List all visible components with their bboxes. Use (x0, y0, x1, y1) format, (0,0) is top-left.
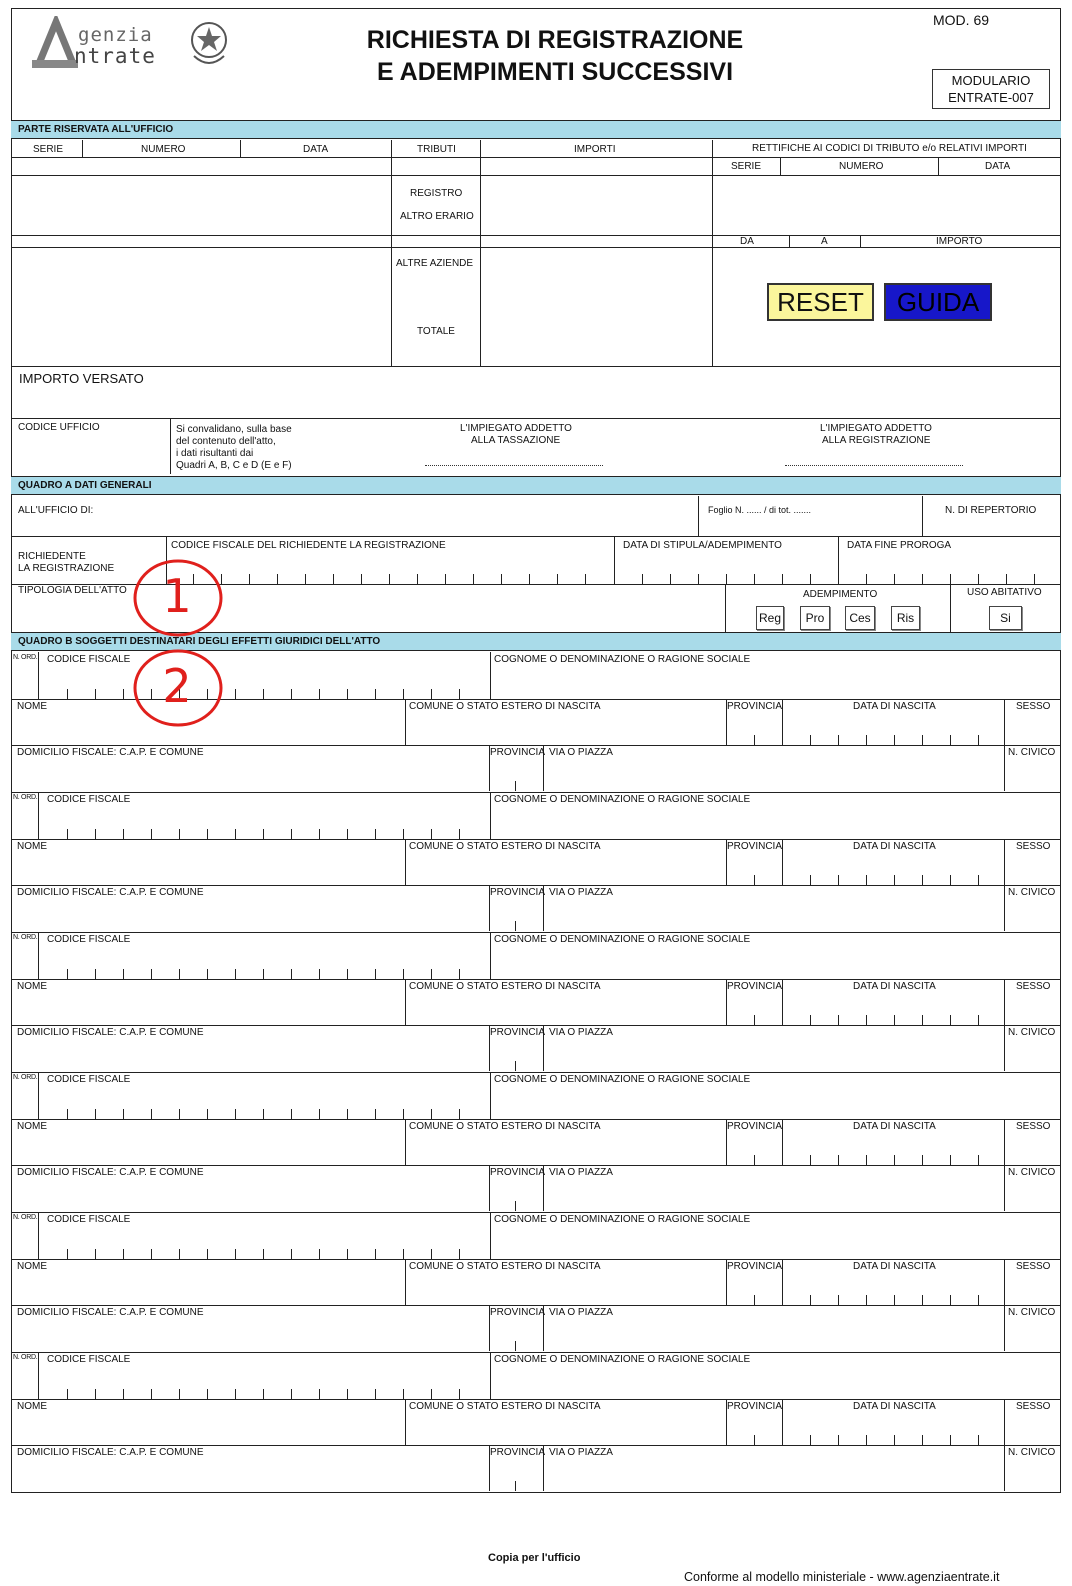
impiegato-registrazione-1: L'IMPIEGATO ADDETTO (820, 423, 932, 434)
label-totale: TOTALE (417, 326, 455, 337)
tick-mark (754, 1435, 755, 1445)
tick-mark (866, 875, 867, 885)
tick-mark (515, 1481, 516, 1491)
band-quadro-b: QUADRO B SOGGETTI DESTINATARI DEGLI EFFETTI GIURIDICI DELL'ATTO (11, 632, 1061, 651)
tick-mark (950, 1015, 951, 1025)
tick-mark (515, 781, 516, 791)
tick-mark (319, 1389, 320, 1399)
tick-mark (459, 1109, 460, 1119)
tick-mark (263, 829, 264, 839)
tick-mark (403, 689, 404, 699)
tick-mark (838, 1015, 839, 1025)
band-quadro-a: QUADRO A DATI GENERALI (11, 476, 1061, 495)
tick-mark (950, 875, 951, 885)
provincia-nascita-ticks[interactable] (726, 1295, 782, 1305)
codice-fiscale-ticks[interactable] (38, 689, 490, 699)
impiegato-tassazione-2: ALLA TASSAZIONE (471, 435, 561, 446)
provincia-domicilio-ticks[interactable] (489, 1061, 543, 1071)
tick-mark (95, 829, 96, 839)
tick-mark (950, 735, 951, 745)
footer-copia: Copia per l'ufficio (488, 1552, 581, 1564)
tick-mark (291, 1389, 292, 1399)
tick-mark (263, 1109, 264, 1119)
tick-mark (235, 689, 236, 699)
tick-mark (67, 689, 68, 699)
label-domicilio: DOMICILIO FISCALE: C.A.P. E COMUNE (17, 887, 204, 898)
tick-mark (207, 969, 208, 979)
label-data-nascita: DATA DI NASCITA (853, 701, 936, 712)
ufficio-serie: SERIE (33, 144, 64, 155)
tick-mark (179, 1389, 180, 1399)
label-cognome: COGNOME O DENOMINAZIONE O RAGIONE SOCIALE (494, 1074, 751, 1085)
tick-mark (67, 829, 68, 839)
tick-mark (95, 1109, 96, 1119)
tick-mark (235, 969, 236, 979)
label-comune-nascita: COMUNE O STATO ESTERO DI NASCITA (409, 701, 601, 712)
label-civico: N. CIVICO (1008, 1307, 1056, 1318)
provincia-domicilio-ticks[interactable] (489, 1201, 543, 1211)
tick-mark (207, 1389, 208, 1399)
annotation-number-2: 2 (162, 659, 192, 713)
label-data-fine-proroga: DATA FINE PROROGA (847, 540, 952, 551)
label-sesso: SESSO (1016, 981, 1051, 992)
tick-mark (207, 1249, 208, 1259)
label-provincia: PROVINCIA (727, 1121, 783, 1132)
label-nome: NOME (17, 1121, 47, 1132)
tick-mark (838, 875, 839, 885)
provincia-nascita-ticks[interactable] (726, 735, 782, 745)
tick-mark (922, 875, 923, 885)
band-ufficio: PARTE RISERVATA ALL'UFFICIO (11, 120, 1061, 139)
page-title-line1: RICHIESTA DI REGISTRAZIONE (366, 26, 744, 54)
tick-mark (319, 829, 320, 839)
tick-mark (978, 1435, 979, 1445)
label-via: VIA O PIAZZA (549, 1167, 613, 1178)
tick-mark (95, 689, 96, 699)
data-nascita-ticks[interactable] (782, 735, 1004, 745)
tick-mark (754, 875, 755, 885)
label-codice-fiscale: CODICE FISCALE (47, 654, 131, 665)
tick-mark (922, 1015, 923, 1025)
label-altro-erario: ALTRO ERARIO (400, 211, 474, 222)
label-provincia-domicilio: PROVINCIA (490, 887, 546, 898)
tick-mark (515, 1201, 516, 1211)
tick-mark (459, 1389, 460, 1399)
provincia-nascita-ticks[interactable] (726, 1435, 782, 1445)
tick-mark (95, 969, 96, 979)
label-sesso: SESSO (1016, 841, 1051, 852)
tick-mark (515, 1341, 516, 1351)
label-da: DA (740, 236, 754, 247)
label-a: A (821, 236, 828, 247)
provincia-nascita-ticks[interactable] (726, 1155, 782, 1165)
label-provincia: PROVINCIA (727, 1261, 783, 1272)
tick-mark (978, 875, 979, 885)
provincia-domicilio-ticks[interactable] (489, 1341, 543, 1351)
tick-mark (922, 1435, 923, 1445)
tick-mark (894, 1435, 895, 1445)
tick-mark (431, 969, 432, 979)
codice-fiscale-ticks[interactable] (38, 1249, 490, 1259)
label-data-nascita: DATA DI NASCITA (853, 1261, 936, 1272)
label-data-stipula: DATA DI STIPULA/ADEMPIMENTO (623, 540, 782, 551)
tick-mark (179, 1249, 180, 1259)
label-nome: NOME (17, 701, 47, 712)
label-civico: N. CIVICO (1008, 747, 1056, 758)
label-via: VIA O PIAZZA (549, 1307, 613, 1318)
codice-fiscale-ticks[interactable] (38, 1389, 490, 1399)
tick-mark (754, 1015, 755, 1025)
label-sesso: SESSO (1016, 1401, 1051, 1412)
footer-conforme: Conforme al modello ministeriale - www.agenziaentrate.it (684, 1570, 1000, 1584)
label-civico: N. CIVICO (1008, 1167, 1056, 1178)
tick-mark (978, 1015, 979, 1025)
label-sesso: SESSO (1016, 701, 1051, 712)
label-comune-nascita: COMUNE O STATO ESTERO DI NASCITA (409, 1261, 601, 1272)
label-n-ord: N. ORD. (13, 794, 38, 801)
data-nascita-ticks[interactable] (782, 1155, 1004, 1165)
rettifiche-serie: SERIE (731, 161, 762, 172)
tick-mark (347, 969, 348, 979)
data-nascita-ticks[interactable] (782, 1015, 1004, 1025)
label-sesso: SESSO (1016, 1121, 1051, 1132)
tick-mark (810, 875, 811, 885)
label-nome: NOME (17, 841, 47, 852)
tick-mark (459, 969, 460, 979)
label-altre-aziende: ALTRE AZIENDE (396, 258, 474, 269)
reset-button[interactable]: RESET (767, 283, 874, 321)
label-nome: NOME (17, 1401, 47, 1412)
tick-mark (810, 735, 811, 745)
tick-mark (866, 1435, 867, 1445)
label-domicilio: DOMICILIO FISCALE: C.A.P. E COMUNE (17, 1447, 204, 1458)
tick-mark (319, 969, 320, 979)
rettifiche-data: DATA (985, 161, 1011, 172)
guida-button[interactable]: GUIDA (884, 283, 992, 321)
label-provincia: PROVINCIA (727, 981, 783, 992)
tick-mark (207, 1109, 208, 1119)
tick-mark (123, 689, 124, 699)
label-registro: REGISTRO (410, 188, 463, 199)
label-domicilio: DOMICILIO FISCALE: C.A.P. E COMUNE (17, 1027, 204, 1038)
tick-mark (291, 829, 292, 839)
tick-mark (403, 829, 404, 839)
tick-mark (431, 1109, 432, 1119)
tick-mark (754, 735, 755, 745)
tick-mark (347, 1389, 348, 1399)
tick-mark (179, 969, 180, 979)
tick-mark (151, 1249, 152, 1259)
label-provincia-domicilio: PROVINCIA (490, 1447, 546, 1458)
label-nome: NOME (17, 1261, 47, 1272)
tick-mark (235, 829, 236, 839)
impiegato-tassazione-1: L'IMPIEGATO ADDETTO (460, 423, 572, 434)
ufficio-rettifiche: RETTIFICHE AI CODICI DI TRIBUTO e/o RELATIVI IMPORTI (752, 143, 1027, 154)
tick-mark (179, 829, 180, 839)
tick-mark (810, 1435, 811, 1445)
tick-mark (810, 1155, 811, 1165)
tick-mark (403, 1389, 404, 1399)
label-n-ord: N. ORD. (13, 1354, 38, 1361)
ufficio-data: DATA (303, 144, 329, 155)
tick-mark (922, 735, 923, 745)
tick-mark (838, 1435, 839, 1445)
tick-mark (515, 1061, 516, 1071)
tick-mark (347, 1109, 348, 1119)
tick-mark (263, 689, 264, 699)
tick-mark (263, 1249, 264, 1259)
tick-mark (151, 1109, 152, 1119)
label-cognome: COGNOME O DENOMINAZIONE O RAGIONE SOCIALE (494, 934, 751, 945)
label-via: VIA O PIAZZA (549, 887, 613, 898)
tick-mark (207, 829, 208, 839)
tick-mark (347, 1249, 348, 1259)
label-civico: N. CIVICO (1008, 1027, 1056, 1038)
tick-mark (123, 1249, 124, 1259)
modulario-line2: ENTRATE-007 (948, 90, 1034, 105)
page-title-line2: E ADEMPIMENTI SUCCESSIVI (376, 58, 734, 86)
tick-mark (151, 1389, 152, 1399)
label-data-nascita: DATA DI NASCITA (853, 1121, 936, 1132)
tick-mark (515, 921, 516, 931)
tick-mark (235, 1249, 236, 1259)
convalida-3: i dati risultanti dai (176, 448, 254, 459)
rettifiche-numero: NUMERO (839, 161, 884, 172)
label-via: VIA O PIAZZA (549, 1027, 613, 1038)
label-codice-fiscale: CODICE FISCALE (47, 794, 131, 805)
label-comune-nascita: COMUNE O STATO ESTERO DI NASCITA (409, 1121, 601, 1132)
mod-number: MOD. 69 (933, 12, 990, 28)
adempimento-ris-button[interactable]: Ris (891, 606, 920, 630)
tick-mark (151, 829, 152, 839)
tick-mark (922, 1155, 923, 1165)
tick-mark (810, 1015, 811, 1025)
label-adempimento: ADEMPIMENTO (803, 589, 878, 600)
provincia-nascita-ticks[interactable] (726, 1015, 782, 1025)
tick-mark (838, 1295, 839, 1305)
label-domicilio: DOMICILIO FISCALE: C.A.P. E COMUNE (17, 1307, 204, 1318)
label-domicilio: DOMICILIO FISCALE: C.A.P. E COMUNE (17, 747, 204, 758)
data-nascita-ticks[interactable] (782, 1295, 1004, 1305)
label-nome: NOME (17, 981, 47, 992)
provincia-nascita-ticks[interactable] (726, 875, 782, 885)
label-data-nascita: DATA DI NASCITA (853, 841, 936, 852)
tick-mark (67, 1249, 68, 1259)
label-n-ord: N. ORD. (13, 934, 38, 941)
tick-mark (894, 1155, 895, 1165)
tick-mark (291, 969, 292, 979)
tick-mark (263, 969, 264, 979)
label-provincia-domicilio: PROVINCIA (490, 747, 546, 758)
annotation-number-1: 1 (162, 569, 192, 623)
ufficio-importi: IMPORTI (574, 144, 616, 155)
label-cf-richiedente: CODICE FISCALE DEL RICHIEDENTE LA REGISTRAZIONE (171, 540, 446, 551)
label-data-nascita: DATA DI NASCITA (853, 981, 936, 992)
label-sesso: SESSO (1016, 1261, 1051, 1272)
label-n-ord: N. ORD. (13, 654, 38, 661)
codice-fiscale-ticks[interactable] (38, 829, 490, 839)
label-codice-fiscale: CODICE FISCALE (47, 1354, 131, 1365)
label-data-nascita: DATA DI NASCITA (853, 1401, 936, 1412)
tick-mark (894, 875, 895, 885)
label-civico: N. CIVICO (1008, 887, 1056, 898)
ufficio-numero: NUMERO (141, 144, 186, 155)
tick-mark (291, 1109, 292, 1119)
tick-mark (978, 1295, 979, 1305)
tick-mark (894, 1295, 895, 1305)
label-cognome: COGNOME O DENOMINAZIONE O RAGIONE SOCIALE (494, 1214, 751, 1225)
label-codice-fiscale: CODICE FISCALE (47, 934, 131, 945)
tick-mark (235, 1109, 236, 1119)
label-civico: N. CIVICO (1008, 1447, 1056, 1458)
label-cognome: COGNOME O DENOMINAZIONE O RAGIONE SOCIALE (494, 794, 751, 805)
tick-mark (866, 1155, 867, 1165)
label-provincia-domicilio: PROVINCIA (490, 1307, 546, 1318)
label-cognome: COGNOME O DENOMINAZIONE O RAGIONE SOCIALE (494, 1354, 751, 1365)
data-stipula-ticks[interactable] (614, 574, 838, 584)
tick-mark (263, 1389, 264, 1399)
tick-mark (894, 735, 895, 745)
tick-mark (375, 689, 376, 699)
tick-mark (838, 1155, 839, 1165)
tick-mark (347, 689, 348, 699)
label-comune-nascita: COMUNE O STATO ESTERO DI NASCITA (409, 981, 601, 992)
modulario-line1: MODULARIO (951, 73, 1031, 88)
label-cognome: COGNOME O DENOMINAZIONE O RAGIONE SOCIALE (494, 654, 751, 665)
label-richiedente-1: RICHIEDENTE (18, 551, 86, 562)
tick-mark (123, 1109, 124, 1119)
convalida-1: Si convalidano, sulla base (176, 424, 292, 435)
provincia-domicilio-ticks[interactable] (489, 781, 543, 791)
label-codice-fiscale: CODICE FISCALE (47, 1074, 131, 1085)
tick-mark (894, 1015, 895, 1025)
adempimento-pro-button[interactable]: Pro (800, 606, 830, 630)
codice-fiscale-ticks[interactable] (38, 1109, 490, 1119)
label-repertorio: N. DI REPERTORIO (945, 505, 1037, 516)
label-comune-nascita: COMUNE O STATO ESTERO DI NASCITA (409, 841, 601, 852)
tick-mark (375, 829, 376, 839)
tick-mark (291, 689, 292, 699)
tick-mark (375, 969, 376, 979)
tick-mark (810, 1295, 811, 1305)
label-provincia: PROVINCIA (727, 1401, 783, 1412)
tick-mark (179, 1109, 180, 1119)
impiegato-registrazione-2: ALLA REGISTRAZIONE (822, 435, 931, 446)
tick-mark (403, 969, 404, 979)
tick-mark (95, 1389, 96, 1399)
tick-mark (866, 735, 867, 745)
label-via: VIA O PIAZZA (549, 747, 613, 758)
convalida-4: Quadri A, B, C e D (E e F) (176, 460, 292, 471)
tick-mark (459, 1249, 460, 1259)
tick-mark (431, 1389, 432, 1399)
label-provincia-domicilio: PROVINCIA (490, 1167, 546, 1178)
data-nascita-ticks[interactable] (782, 875, 1004, 885)
tick-mark (950, 1155, 951, 1165)
label-tipologia: TIPOLOGIA DELL'ATTO (18, 585, 127, 596)
tick-mark (754, 1295, 755, 1305)
tick-mark (375, 1389, 376, 1399)
label-domicilio: DOMICILIO FISCALE: C.A.P. E COMUNE (17, 1167, 204, 1178)
tick-mark (431, 1249, 432, 1259)
tick-mark (403, 1109, 404, 1119)
ufficio-tributi: TRIBUTI (417, 144, 456, 155)
tick-mark (754, 1155, 755, 1165)
tick-mark (978, 735, 979, 745)
label-all-ufficio: ALL'UFFICIO DI: (18, 505, 94, 516)
label-n-ord: N. ORD. (13, 1074, 38, 1081)
label-via: VIA O PIAZZA (549, 1447, 613, 1458)
uso-abitativo-si-button[interactable]: Si (989, 606, 1022, 630)
label-importo-versato: IMPORTO VERSATO (19, 371, 144, 386)
logo-line2: ntrate (74, 44, 156, 68)
tick-mark (866, 1295, 867, 1305)
label-provincia: PROVINCIA (727, 701, 783, 712)
adempimento-reg-button[interactable]: Reg (756, 606, 784, 630)
label-importo: IMPORTO (936, 236, 983, 247)
cf-richiedente-ticks[interactable] (166, 574, 614, 584)
tick-mark (123, 1389, 124, 1399)
tick-mark (319, 1249, 320, 1259)
label-provincia: PROVINCIA (727, 841, 783, 852)
tick-mark (123, 829, 124, 839)
tick-mark (431, 829, 432, 839)
tick-mark (978, 1155, 979, 1165)
tick-mark (431, 689, 432, 699)
tick-mark (347, 829, 348, 839)
tick-mark (95, 1249, 96, 1259)
adempimento-ces-button[interactable]: Ces (845, 606, 875, 630)
tick-mark (403, 1249, 404, 1259)
label-provincia-domicilio: PROVINCIA (490, 1027, 546, 1038)
tick-mark (319, 1109, 320, 1119)
codice-fiscale-ticks[interactable] (38, 969, 490, 979)
label-codice-ufficio: CODICE UFFICIO (18, 422, 100, 433)
tick-mark (950, 1435, 951, 1445)
tick-mark (922, 1295, 923, 1305)
logo-line1: genzia (78, 24, 153, 46)
label-foglio: Foglio N. ...... / di tot. ....... (708, 505, 812, 515)
convalida-2: del contenuto dell'atto, (176, 436, 276, 447)
tick-mark (291, 1249, 292, 1259)
tick-mark (319, 689, 320, 699)
tick-mark (375, 1109, 376, 1119)
data-nascita-ticks[interactable] (782, 1435, 1004, 1445)
tick-mark (459, 829, 460, 839)
provincia-domicilio-ticks[interactable] (489, 921, 543, 931)
tick-mark (950, 1295, 951, 1305)
label-uso-abitativo: USO ABITATIVO (967, 587, 1042, 598)
tick-mark (866, 1015, 867, 1025)
data-fine-ticks[interactable] (838, 574, 1061, 584)
tick-mark (459, 689, 460, 699)
label-codice-fiscale: CODICE FISCALE (47, 1214, 131, 1225)
tick-mark (151, 969, 152, 979)
tick-mark (67, 1109, 68, 1119)
label-comune-nascita: COMUNE O STATO ESTERO DI NASCITA (409, 1401, 601, 1412)
tick-mark (123, 969, 124, 979)
label-richiedente-2: LA REGISTRAZIONE (18, 563, 115, 574)
tick-mark (67, 969, 68, 979)
tick-mark (375, 1249, 376, 1259)
tick-mark (838, 735, 839, 745)
tick-mark (235, 1389, 236, 1399)
tick-mark (67, 1389, 68, 1399)
label-n-ord: N. ORD. (13, 1214, 38, 1221)
provincia-domicilio-ticks[interactable] (489, 1481, 543, 1491)
